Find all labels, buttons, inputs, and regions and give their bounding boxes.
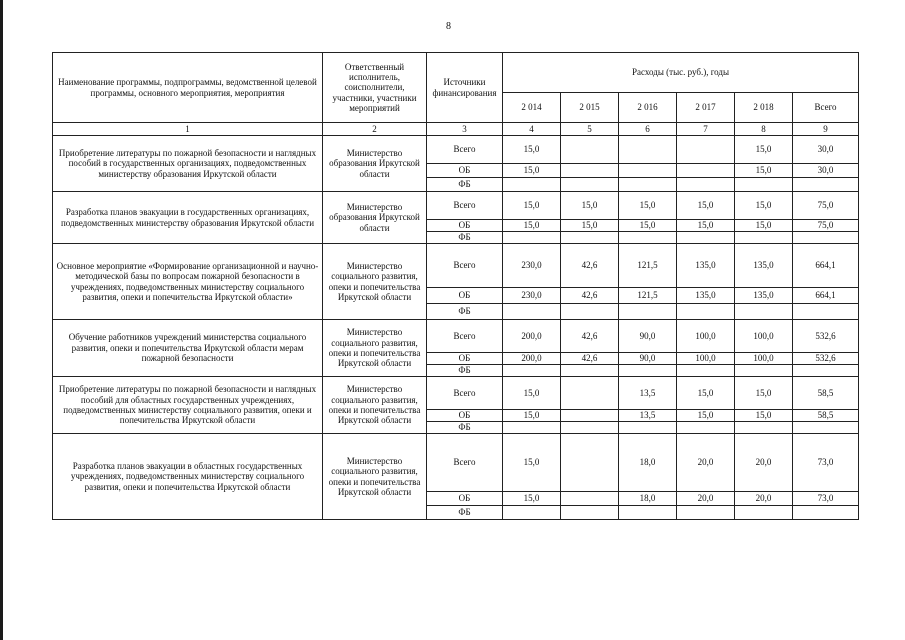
expenses-table (52, 52, 859, 520)
header-expenses: Расходы (тыс. руб.), годы (503, 53, 859, 93)
header-name: Наименование программы, подпрограммы, ведомственной целевой программы, основного мероприятия, мероприятия (53, 53, 323, 123)
table-row (53, 244, 859, 288)
activity-name: Разработка планов эвакуации в государственных организациях, подведомственных министерству образования Иркутской области (53, 192, 323, 244)
total-cell: 73,0 (793, 434, 859, 492)
value-cell: 100,0 (735, 320, 793, 353)
total-cell: 532,6 (793, 320, 859, 353)
source-cell: ОБ (427, 220, 503, 232)
column-index: 1 (53, 123, 323, 136)
value-cell: 135,0 (677, 244, 735, 288)
value-cell (677, 365, 735, 377)
total-cell (793, 422, 859, 434)
header-year: 2 017 (677, 93, 735, 123)
column-index: 5 (561, 123, 619, 136)
total-cell (793, 232, 859, 244)
value-cell (619, 178, 677, 192)
value-cell: 100,0 (735, 353, 793, 365)
value-cell: 15,0 (677, 377, 735, 410)
value-cell (561, 164, 619, 178)
header-source: Источники финансирования (427, 53, 503, 123)
value-cell: 13,5 (619, 410, 677, 422)
value-cell (561, 178, 619, 192)
value-cell (561, 434, 619, 492)
value-cell (561, 506, 619, 520)
source-cell: ФБ (427, 178, 503, 192)
executor-cell: Министерство образования Иркутской области (323, 136, 427, 192)
value-cell: 121,5 (619, 288, 677, 304)
total-cell: 30,0 (793, 136, 859, 164)
activity-name: Разработка планов эвакуации в областных государственных учреждениях, подведомственных министерству социального развития, опеки и попечительства Иркутской области (53, 434, 323, 520)
value-cell: 42,6 (561, 288, 619, 304)
source-cell: ФБ (427, 304, 503, 320)
value-cell (735, 178, 793, 192)
value-cell: 15,0 (735, 220, 793, 232)
value-cell: 42,6 (561, 353, 619, 365)
total-cell: 75,0 (793, 220, 859, 232)
value-cell (677, 178, 735, 192)
total-cell (793, 506, 859, 520)
column-index: 4 (503, 123, 561, 136)
value-cell: 15,0 (619, 220, 677, 232)
value-cell: 15,0 (503, 377, 561, 410)
table-row (53, 136, 859, 164)
source-cell: ОБ (427, 410, 503, 422)
activity-name: Основное мероприятие «Формирование организационной и научно-методической базы по вопросам пожарной безопасности в учреждениях, подведомственных министерству социального развития, опеки и попечительства Иркутской области» (53, 244, 323, 320)
value-cell: 100,0 (677, 320, 735, 353)
value-cell: 42,6 (561, 320, 619, 353)
value-cell (735, 365, 793, 377)
value-cell (619, 506, 677, 520)
value-cell: 18,0 (619, 492, 677, 506)
value-cell (503, 422, 561, 434)
total-cell (793, 365, 859, 377)
value-cell: 15,0 (677, 192, 735, 220)
value-cell (677, 136, 735, 164)
value-cell (503, 178, 561, 192)
value-cell: 15,0 (561, 192, 619, 220)
value-cell (735, 232, 793, 244)
table-row (53, 192, 859, 220)
column-index: 2 (323, 123, 427, 136)
total-cell: 30,0 (793, 164, 859, 178)
executor-cell: Министерство образования Иркутской области (323, 192, 427, 244)
source-cell: ФБ (427, 422, 503, 434)
source-cell: ОБ (427, 288, 503, 304)
value-cell (619, 365, 677, 377)
value-cell (619, 232, 677, 244)
table-row (53, 434, 859, 492)
value-cell: 135,0 (677, 288, 735, 304)
value-cell: 200,0 (503, 353, 561, 365)
value-cell (677, 304, 735, 320)
header-year: 2 015 (561, 93, 619, 123)
source-cell: Всего (427, 377, 503, 410)
column-index: 6 (619, 123, 677, 136)
value-cell: 121,5 (619, 244, 677, 288)
value-cell (619, 304, 677, 320)
value-cell: 15,0 (735, 192, 793, 220)
value-cell (561, 304, 619, 320)
source-cell: ФБ (427, 506, 503, 520)
column-index: 9 (793, 123, 859, 136)
total-cell (793, 304, 859, 320)
value-cell: 15,0 (503, 492, 561, 506)
value-cell: 15,0 (735, 377, 793, 410)
total-cell: 58,5 (793, 377, 859, 410)
header-year: 2 016 (619, 93, 677, 123)
column-index: 8 (735, 123, 793, 136)
source-cell: ОБ (427, 492, 503, 506)
executor-cell: Министерство социального развития, опеки и попечительства Иркутской области (323, 434, 427, 520)
value-cell (677, 422, 735, 434)
total-cell: 532,6 (793, 353, 859, 365)
value-cell: 20,0 (677, 434, 735, 492)
total-cell: 664,1 (793, 244, 859, 288)
header-total: Всего (793, 93, 859, 123)
value-cell: 20,0 (735, 434, 793, 492)
total-cell (793, 178, 859, 192)
value-cell (735, 304, 793, 320)
value-cell: 200,0 (503, 320, 561, 353)
value-cell: 15,0 (561, 220, 619, 232)
total-cell: 664,1 (793, 288, 859, 304)
source-cell: ФБ (427, 232, 503, 244)
table-body (53, 136, 859, 520)
source-cell: Всего (427, 244, 503, 288)
value-cell: 15,0 (503, 136, 561, 164)
source-cell: ОБ (427, 164, 503, 178)
value-cell: 135,0 (735, 244, 793, 288)
value-cell (561, 422, 619, 434)
executor-cell: Министерство социального развития, опеки и попечительства Иркутской области (323, 377, 427, 434)
value-cell (561, 136, 619, 164)
value-cell: 15,0 (503, 410, 561, 422)
value-cell (619, 136, 677, 164)
value-cell: 20,0 (677, 492, 735, 506)
value-cell: 135,0 (735, 288, 793, 304)
activity-name: Обучение работников учреждений министерства социального развития, опеки и попечительства Иркутской области мерам пожарной безопасности (53, 320, 323, 377)
value-cell: 20,0 (735, 492, 793, 506)
value-cell: 42,6 (561, 244, 619, 288)
value-cell (503, 304, 561, 320)
executor-cell: Министерство социального развития, опеки и попечительства Иркутской области (323, 244, 427, 320)
value-cell: 15,0 (735, 410, 793, 422)
value-cell: 15,0 (677, 220, 735, 232)
value-cell: 15,0 (503, 434, 561, 492)
value-cell: 15,0 (619, 192, 677, 220)
total-cell: 73,0 (793, 492, 859, 506)
value-cell (677, 232, 735, 244)
value-cell: 18,0 (619, 434, 677, 492)
total-cell: 75,0 (793, 192, 859, 220)
total-cell: 58,5 (793, 410, 859, 422)
value-cell: 15,0 (677, 410, 735, 422)
value-cell: 230,0 (503, 244, 561, 288)
header-year: 2 018 (735, 93, 793, 123)
value-cell: 100,0 (677, 353, 735, 365)
column-index-row (53, 123, 859, 136)
value-cell: 90,0 (619, 353, 677, 365)
value-cell (561, 365, 619, 377)
value-cell: 13,5 (619, 377, 677, 410)
source-cell: Всего (427, 434, 503, 492)
table-row (53, 377, 859, 410)
header-executor: Ответственный исполнитель, соисполнители, участники, участники мероприятий (323, 53, 427, 123)
value-cell: 15,0 (735, 164, 793, 178)
value-cell (561, 492, 619, 506)
value-cell (561, 232, 619, 244)
value-cell (735, 422, 793, 434)
value-cell (561, 410, 619, 422)
executor-cell: Министерство социального развития, опеки и попечительства Иркутской области (323, 320, 427, 377)
source-cell: ОБ (427, 353, 503, 365)
activity-name: Приобретение литературы по пожарной безопасности и наглядных пособий в государственных организациях, подведомственных министерству образования Иркутской области (53, 136, 323, 192)
source-cell: Всего (427, 320, 503, 353)
source-cell: Всего (427, 192, 503, 220)
value-cell (677, 506, 735, 520)
source-cell: Всего (427, 136, 503, 164)
value-cell: 90,0 (619, 320, 677, 353)
source-cell: ФБ (427, 365, 503, 377)
value-cell: 230,0 (503, 288, 561, 304)
value-cell (503, 506, 561, 520)
value-cell: 15,0 (503, 220, 561, 232)
column-index: 3 (427, 123, 503, 136)
value-cell (677, 164, 735, 178)
value-cell (503, 365, 561, 377)
table-row (53, 320, 859, 353)
page-number: 8 (446, 21, 451, 32)
value-cell (561, 377, 619, 410)
column-index: 7 (677, 123, 735, 136)
value-cell (735, 506, 793, 520)
value-cell: 15,0 (503, 192, 561, 220)
value-cell: 15,0 (503, 164, 561, 178)
value-cell (619, 422, 677, 434)
value-cell: 15,0 (735, 136, 793, 164)
header-year: 2 014 (503, 93, 561, 123)
value-cell (503, 232, 561, 244)
scan-edge (0, 0, 3, 640)
value-cell (619, 164, 677, 178)
activity-name: Приобретение литературы по пожарной безопасности и наглядных пособий для областных государственных учреждениях, подведомственных министерству социального развития, опеки и попечительства Иркутской области (53, 377, 323, 434)
